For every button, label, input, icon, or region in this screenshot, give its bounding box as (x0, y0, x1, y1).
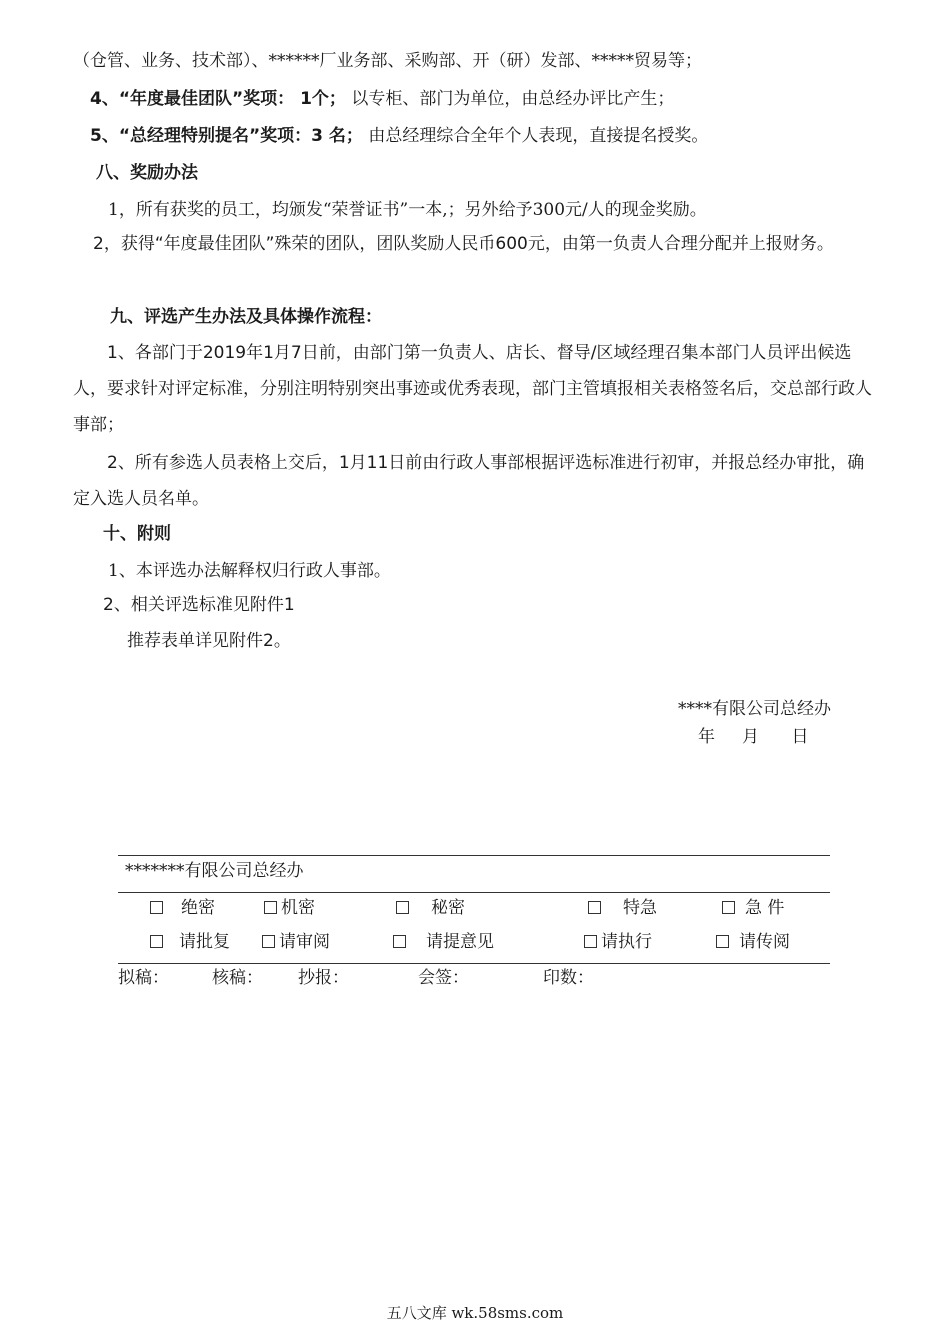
checkbox-icon (396, 901, 409, 914)
section10-item-1: 1、本评选办法解释权归行政人事部。 (108, 561, 391, 581)
section10-item-3: 推荐表单详见附件2。 (127, 631, 291, 651)
section10-title: 十、附则 (103, 524, 171, 544)
signoff-countersign: 会签： (418, 968, 469, 988)
checkbox-icon (150, 935, 163, 948)
award5-line (90, 125, 708, 147)
award4-desc: 以专柜、部门为单位，由总经办评比产生； (345, 89, 675, 109)
body-line-continuation: （仓管、业务、技术部）、******厂业务部、采购部、开（研）发部、*****贸易等； (73, 51, 702, 71)
signoff-copy: 抄报： (298, 968, 349, 988)
checkbox-action-3[interactable]: 请提意见 (393, 931, 494, 953)
checkbox-secrecy-1[interactable]: 绝密 (150, 897, 215, 919)
signoff-review: 核稿： (212, 968, 263, 988)
checkbox-action-2[interactable]: 请审阅 (262, 931, 330, 953)
form-header: *******有限公司总经办 (125, 861, 304, 881)
form-top-rule (118, 855, 830, 856)
form-bottom-rule (118, 963, 830, 964)
signoff-print-count: 印数： (543, 968, 594, 988)
checkbox-icon (722, 901, 735, 914)
award5-title: 5、“总经理特别提名”奖项：3 名； (90, 126, 363, 146)
section8-title: 八、奖励办法 (96, 163, 198, 183)
section9-paragraph-2: 2、所有参选人员表格上交后，1月11日前由行政人事部根据评选标准进行初审，并报总经办审批，确定入选人员名单。 (73, 453, 865, 509)
checkbox-icon (716, 935, 729, 948)
checkbox-action-1[interactable]: 请批复 (150, 931, 230, 953)
checkbox-secrecy-3[interactable]: 秘密 (396, 897, 465, 919)
checkbox-secrecy-4[interactable]: 特急 (588, 897, 657, 919)
checkbox-icon (393, 935, 406, 948)
award4-line (90, 88, 674, 110)
section9-paragraph-1: 1、各部门于2019年1月7日前，由部门第一负责人、店长、督导/区域经理召集本部门人员评出候选人，要求针对评定标准，分别注明特别突出事迹或优秀表现，部门主管填报相关表格签名后，交总部行政人事部； (73, 343, 872, 435)
checkbox-icon (588, 901, 601, 914)
award4-count: 1个； (294, 89, 346, 109)
footer-watermark: 五八文库 wk.58sms.com (386, 1304, 564, 1322)
checkbox-icon (150, 901, 163, 914)
award5-desc: 由总经理综合全年个人表现，直接提名授奖。 (362, 126, 709, 146)
section8-paragraph-2: 2，获得“年度最佳团队”殊荣的团队，团队奖励人民币600元，由第一负责人合理分配并上报财务。 (93, 234, 834, 254)
checkbox-icon (584, 935, 597, 948)
award4-title: 4、“年度最佳团队”奖项： (90, 89, 295, 109)
signoff-draft: 拟稿： (118, 968, 169, 988)
checkbox-action-5[interactable]: 请传阅 (716, 931, 790, 953)
section8-paragraph-1: 1，所有获奖的员工，均颁发“荣誉证书”一本,；另外给予300元/人的现金奖励。 (108, 200, 707, 220)
signature-date: 年 月 日 (698, 727, 809, 747)
checkbox-action-4[interactable]: 请执行 (584, 931, 652, 953)
section9-title: 九、评选产生办法及具体操作流程： (110, 307, 382, 327)
form-middle-rule (118, 892, 830, 893)
signature-company: ****有限公司总经办 (678, 699, 831, 719)
checkbox-secrecy-2[interactable]: 机密 (264, 897, 315, 919)
checkbox-icon (262, 935, 275, 948)
checkbox-icon (264, 901, 277, 914)
checkbox-secrecy-5[interactable]: 急 件 (722, 897, 784, 919)
section10-item-2: 2、相关评选标准见附件1 (103, 595, 295, 615)
